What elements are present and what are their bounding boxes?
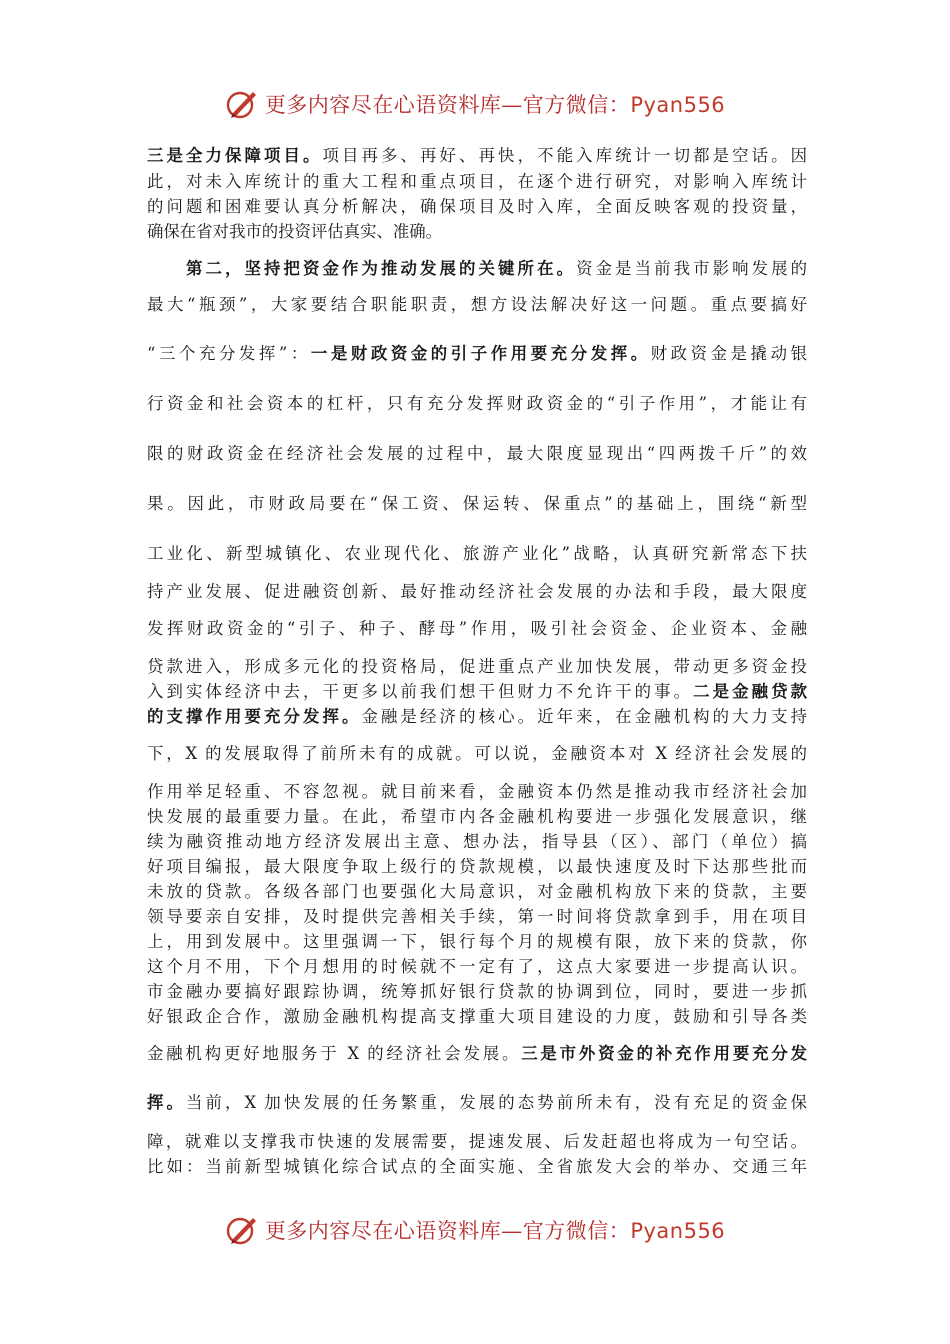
- text-line: 这个月不用，下个月想用的时候就不一定有了，这点大家要进一步提高认识。: [147, 957, 807, 976]
- banner-handle: Pyan556: [630, 1219, 726, 1243]
- header-banner: [0, 84, 950, 124]
- banner-text: 更多内容尽在心语资料库—官方微信：Pyan556: [264, 93, 726, 117]
- text-line: 最大“瓶颈”，大家要结合职能职责，想方设法解决好这一问题。重点要搞好: [147, 295, 807, 314]
- text-line: 好项目编报，最大限度争取上级行的贷款规模，以最快速度及时下达那些批而: [147, 857, 807, 876]
- text-line: 入到实体经济中去，干更多以前我们想干但财力不允许干的事。二是金融贷款: [147, 682, 807, 701]
- text-line: 贷款进入，形成多元化的投资格局，促进重点产业加快发展，带动更多资金投: [147, 657, 807, 676]
- text-line: 领导要亲自安排，及时提供完善相关手续，第一时间将贷款拿到手，用在项目: [147, 907, 807, 926]
- text-line: 行资金和社会资本的杠杆，只有充分发挥财政资金的“引子作用”，才能让有: [147, 394, 807, 413]
- text-line: 第二，坚持把资金作为推动发展的关键所在。资金是当前我市影响发展的: [147, 259, 807, 278]
- banner-handle: Pyan556: [630, 93, 726, 117]
- text-line: 此，对未入库统计的重大工程和重点项目，在逐个进行研究，对影响入库统计: [147, 172, 807, 191]
- text-line: 金融机构更好地服务于 X 的经济社会发展。三是市外资金的补充作用要充分发: [147, 1044, 807, 1063]
- text-line: 上，用到发展中。这里强调一下，银行每个月的规模有限，放下来的贷款，你: [147, 932, 807, 951]
- text-line: “三个充分发挥”：一是财政资金的引子作用要充分发挥。财政资金是撬动银: [147, 344, 807, 363]
- text-line: 好银政企合作，激励金融机构提高支撑重大项目建设的力度，鼓励和引导各类: [147, 1007, 807, 1026]
- text-line: 的问题和困难要认真分析解决，确保项目及时入库，全面反映客观的投资量，: [147, 197, 807, 216]
- text-line: 续为融资推动地方经济发展出主意、想办法，指导县（区）、部门（单位）搞: [147, 832, 807, 851]
- text-line: 作用举足轻重、不容忽视。就目前来看，金融资本仍然是推动我市经济社会加: [147, 782, 807, 801]
- text-line: 快发展的最重要力量。在此，希望市内各金融机构要进一步强化发展意识，继: [147, 807, 807, 826]
- text-line: 确保在省对我市的投资评估真实、准确。: [147, 222, 443, 241]
- pen-logo-icon: [225, 87, 259, 121]
- footer-banner: [0, 1210, 950, 1250]
- pen-logo-icon: [225, 1213, 259, 1247]
- text-line: 下，X 的发展取得了前所未有的成就。可以说，金融资本对 X 经济社会发展的: [147, 744, 807, 763]
- text-line: 果。因此，市财政局要在“保工资、保运转、保重点”的基础上，围绕“新型: [147, 494, 807, 513]
- banner-text: 更多内容尽在心语资料库—官方微信：Pyan556: [264, 1219, 726, 1243]
- text-line: 的支撑作用要充分发挥。金融是经济的核心。近年来，在金融机构的大力支持: [147, 707, 807, 726]
- text-line: 限的财政资金在经济社会发展的过程中，最大限度显现出“四两拨千斤”的效: [147, 444, 807, 463]
- text-line: 发挥财政资金的“引子、种子、酵母”作用，吸引社会资金、企业资本、金融: [147, 619, 807, 638]
- text-line: 三是全力保障项目。项目再多、再好、再快，不能入库统计一切都是空话。因: [147, 146, 807, 165]
- text-line: 持产业发展、促进融资创新、最好推动经济社会发展的办法和手段，最大限度: [147, 582, 807, 601]
- text-line: 工业化、新型城镇化、农业现代化、旅游产业化”战略，认真研究新常态下扶: [147, 544, 807, 563]
- text-line: 障，就难以支撑我市快速的发展需要，提速发展、后发赶超也将成为一句空话。: [147, 1132, 807, 1151]
- text-line: 未放的贷款。各级各部门也要强化大局意识，对金融机构放下来的贷款，主要: [147, 882, 807, 901]
- text-line: 比如：当前新型城镇化综合试点的全面实施、全省旅发大会的举办、交通三年: [147, 1157, 807, 1176]
- text-line: 挥。当前，X 加快发展的任务繁重，发展的态势前所未有，没有充足的资金保: [147, 1093, 807, 1112]
- text-line: 市金融办要搞好跟踪协调，统筹抓好银行贷款的协调到位，同时，要进一步抓: [147, 982, 807, 1001]
